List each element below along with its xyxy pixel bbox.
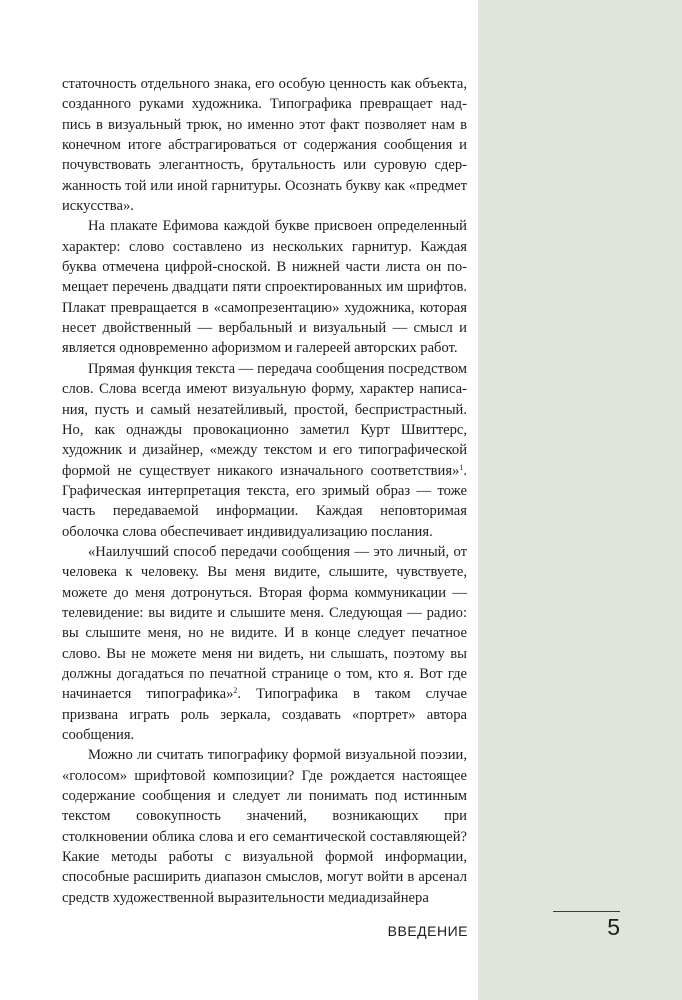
page-number: 5	[607, 914, 620, 940]
paragraph	[62, 542, 467, 745]
paragraph-text: . Графическая интерпретация текста, его зримый образ — тоже часть передаваемой информации. Каждая неповторимая оболочка слова обеспечивает индивидуализацию послания.	[62, 462, 467, 540]
body-text	[62, 74, 467, 908]
paragraph-text: Можно ли считать типографику формой визуальной поэзии, «голосом» шрифтовой композиции? Где рождается настоящее содержание сообщения и следует ли понимать под истинным текстом совокупность значений, возникающих при столкновении облика слова и его семантической составляющей? Какие методы работы с визуальной формой информации, способные расширить диапазон смыслов, могут войти в арсенал средств художественной выразительности медиадизайнера	[62, 747, 467, 906]
running-section-title: ВВЕДЕНИЕ	[387, 923, 468, 939]
paragraph	[62, 359, 467, 542]
paragraph	[62, 216, 467, 358]
footnote-marker[interactable]: 1	[459, 462, 464, 472]
paragraph-text: . Типографика в таком случае призвана играть роль зеркала, создавать «портрет» автора сообщения.	[62, 686, 467, 743]
footer-rule	[553, 911, 620, 912]
paragraph-text: Прямая функция текста — передача сообщения посредством слов. Слова всегда имеют визуальную форму, характер написания, пусть и самый незатейливый, простой, беспристрастный. Но, как однажды провокационно заметил Курт Швиттерс, художник и дизайнер, «между текстом и его типографической формой не существует никакого изначального соответствия»	[62, 360, 467, 479]
paragraph	[62, 74, 467, 216]
paragraph-text: статочность отдельного знака, его особую ценность как объекта, созданного руками художника. Типографика превращает надпись в визуальный трюк, но именно этот факт позволяет нам в конечном итоге абстрагироваться от содержания сообщения и почувствовать элегантность, брутальность или суровую сдержанность той или иной гарнитуры. Осознать букву как «предмет искусства».	[62, 76, 467, 215]
paragraph	[62, 745, 467, 908]
page-side-band	[478, 0, 682, 1000]
paragraph-text: «Наилучший способ передачи сообщения — это личный, от человека к человеку. Вы меня видите, слышите, чувствуете, можете до меня дотронуться. Вторая форма коммуникации — телевидение: вы видите и слышите меня. Следующая — радио: вы слышите меня, но не видите. И в конце следует печатное слово. Вы не можете меня ни видеть, ни слышать, поэтому вы должны догадаться по печатной странице о том, кто я. Вот где начинается типографика»	[62, 543, 467, 703]
paragraph-text: На плакате Ефимова каждой букве присвоен определенный характер: слово составлено из нескольких гарнитур. Каждая буква отмечена цифрой-сноской. В нижней части листа он помещает перечень двадцати пяти спроектированных им шрифтов. Плакат превращается в «самопрезентацию» художника, которая несет двойственный — вербальный и визуальный — смысл и является одновременно афоризмом и галереей авторских работ.	[62, 218, 467, 357]
footnote-marker[interactable]: 2	[233, 686, 238, 696]
